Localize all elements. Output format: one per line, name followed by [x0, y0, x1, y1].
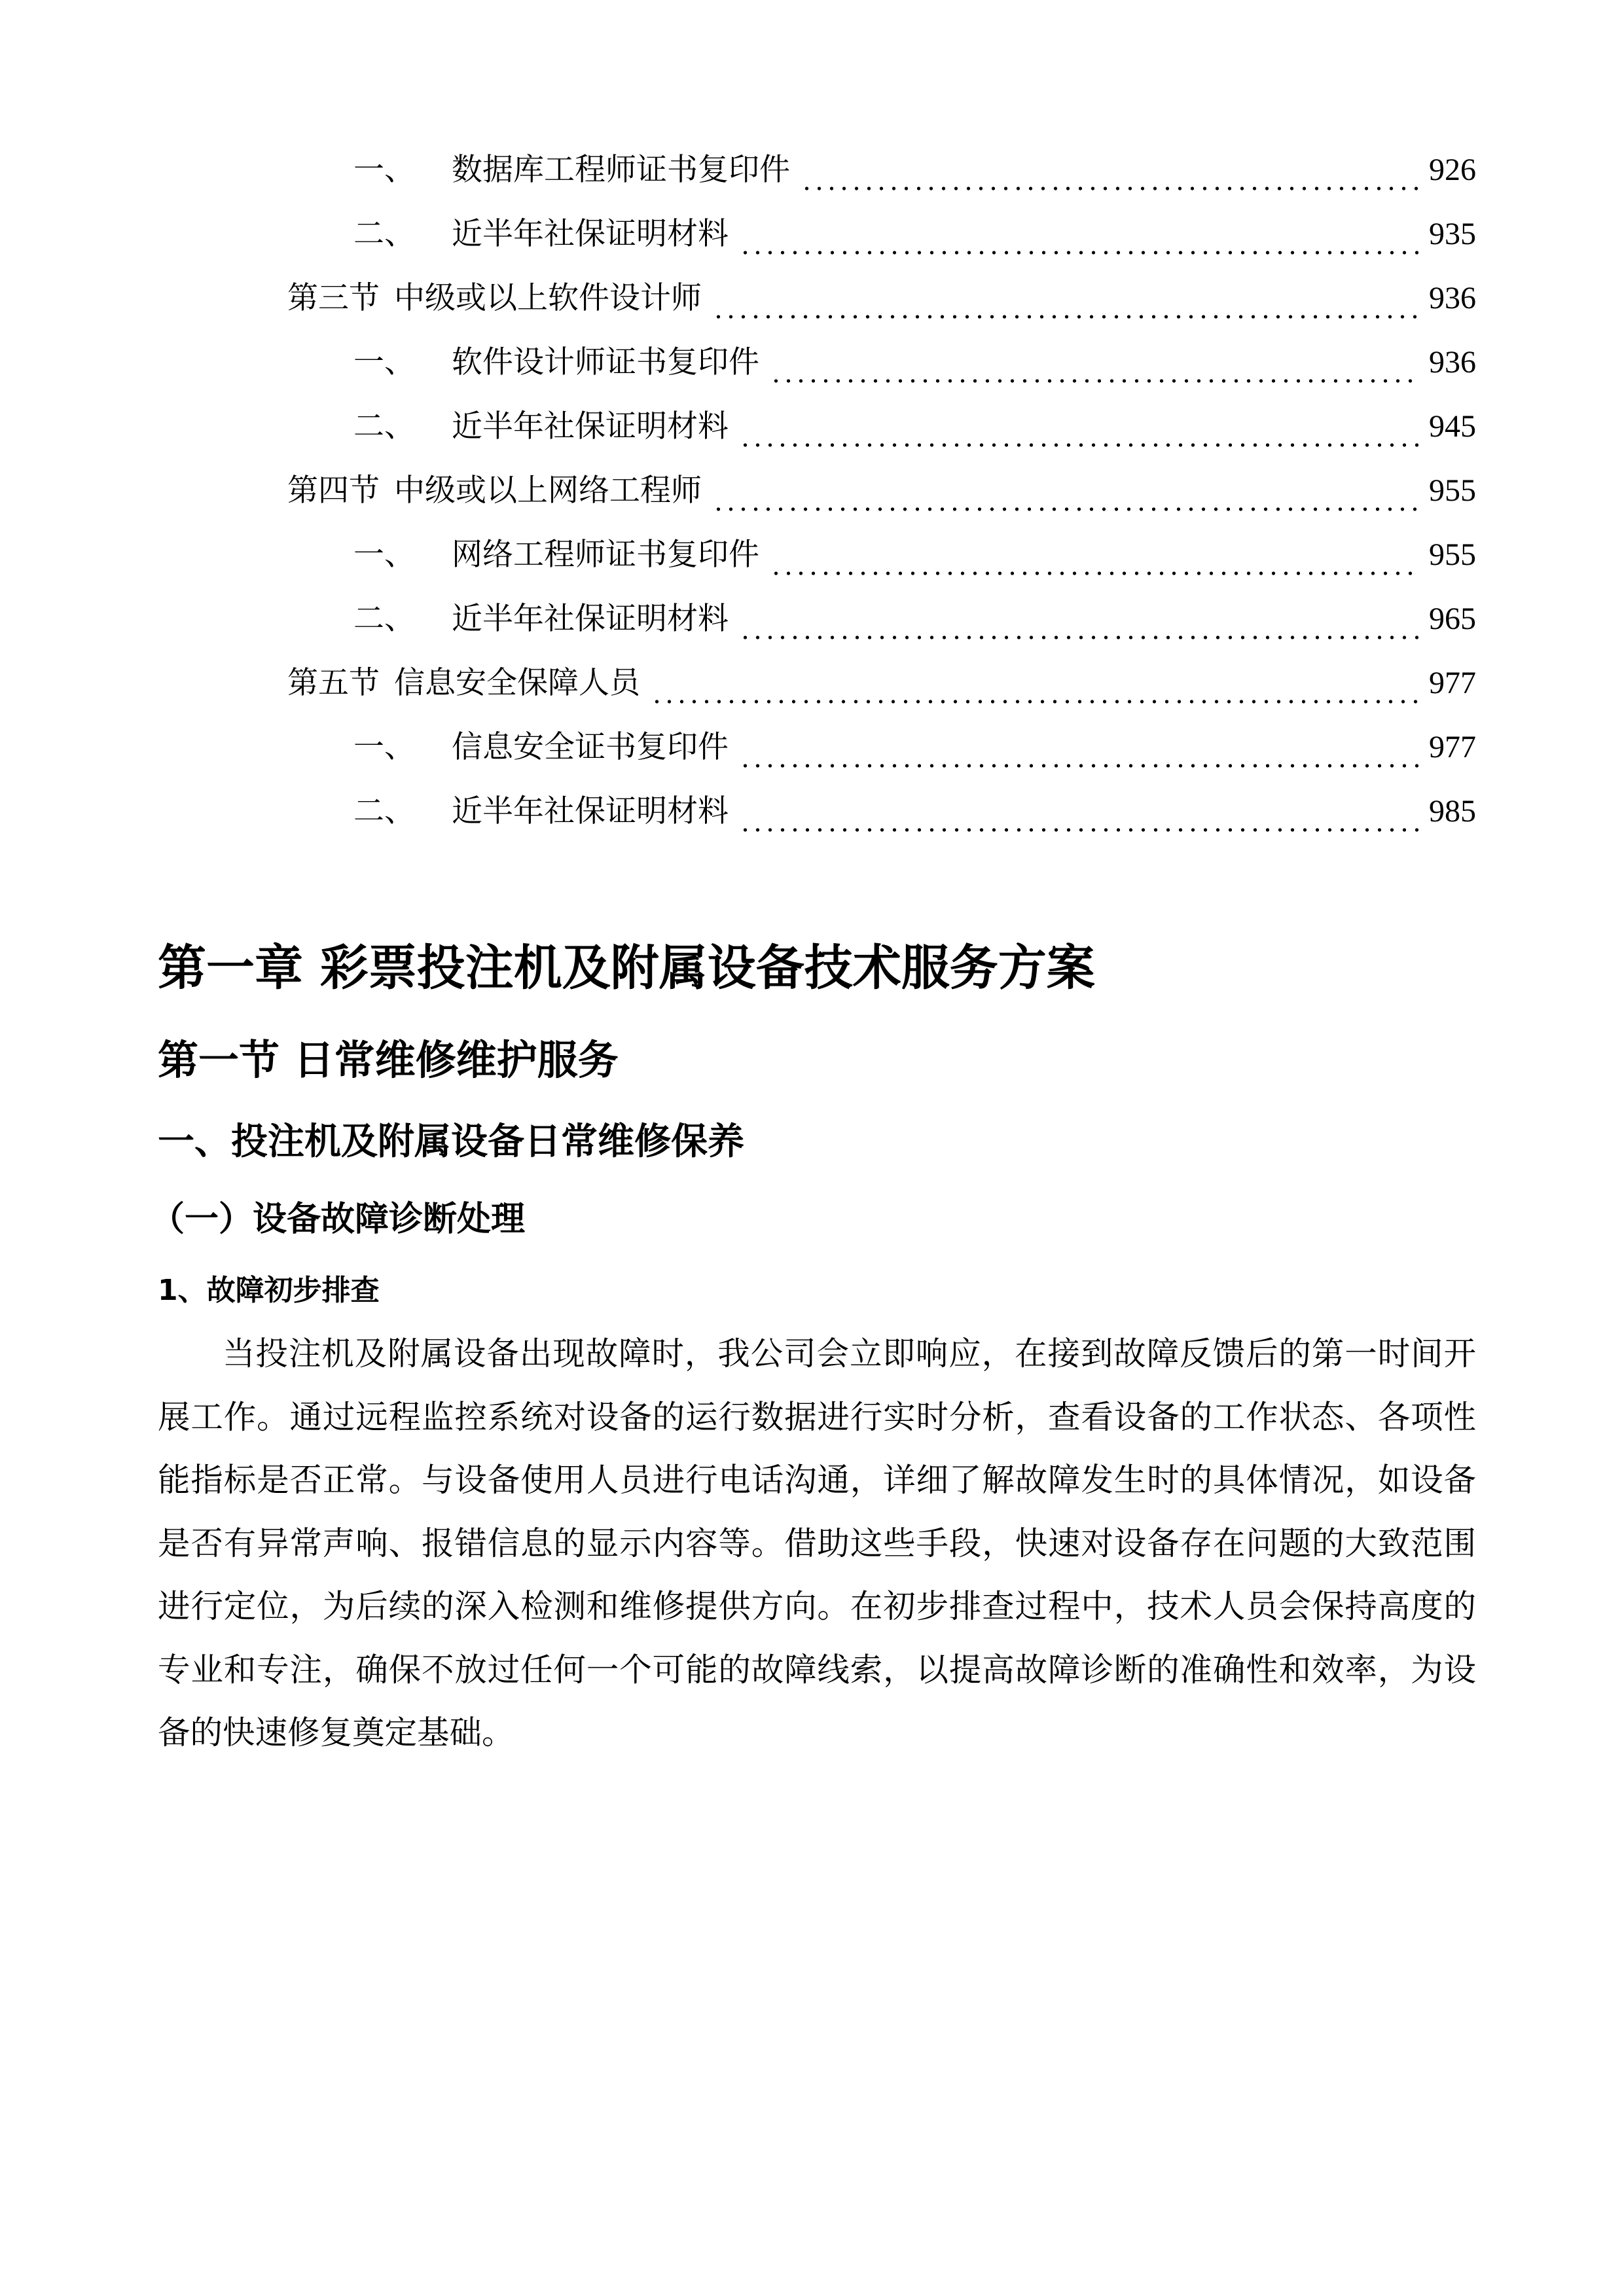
toc-entry-number: 二、 — [353, 601, 415, 637]
toc-entry-page: 926 — [1429, 152, 1476, 187]
toc-entry-number: 第三节 — [287, 280, 380, 316]
toc-entry-title: 中级或以上软件设计师 — [394, 280, 702, 316]
toc-entry[interactable] — [353, 530, 1476, 594]
toc-entry[interactable] — [353, 209, 1476, 274]
toc-entry-title: 数据库工程师证书复印件 — [452, 152, 790, 188]
subsection-heading: 一、投注机及附属设备日常维修保养 — [158, 1121, 744, 1163]
toc-entry-number: 二、 — [353, 216, 415, 252]
toc-entry-page: 977 — [1429, 666, 1476, 700]
toc-entry-title: 信息安全证书复印件 — [452, 729, 729, 765]
toc-entry-title: 近半年社保证明材料 — [452, 793, 729, 829]
toc-entry-number: 一、 — [353, 729, 415, 765]
toc-entry[interactable] — [287, 466, 1476, 530]
toc-leader — [712, 315, 1418, 319]
toc-leader — [651, 700, 1418, 704]
toc-entry[interactable] — [353, 723, 1476, 787]
toc-entry-page: 936 — [1429, 345, 1476, 380]
toc-entry[interactable] — [353, 402, 1476, 466]
toc-entry-number: 第五节 — [287, 665, 380, 701]
toc-entry[interactable] — [287, 658, 1476, 723]
toc-entry-number: 一、 — [353, 344, 415, 380]
toc-entry[interactable] — [353, 787, 1476, 851]
toc-entry-title: 网络工程师证书复印件 — [452, 537, 759, 573]
item-heading: （一）设备故障诊断处理 — [151, 1200, 526, 1239]
toc-leader — [770, 379, 1418, 383]
toc-entry-title: 近半年社保证明材料 — [452, 601, 729, 637]
body-paragraph: 当投注机及附属设备出现故障时，我公司会立即响应，在接到故障反馈后的第一时间开展工作。通过远程监控系统对设备的运行数据进行实时分析，查看设备的工作状态、各项性能指标是否正常。与设备使用人员进行电话沟通，详细了解故障发生时的具体情况，如设备是否有异常声响、报错信息的显示内容等。借助这些手段，快速对设备存在问题的大致范围进行定位，为后续的深入检测和维修提供方向。在初步排查过程中，技术人员会保持高度的专业和专注，确保不放过任何一个可能的故障线索，以提高故障诊断的准确性和效率，为设备的快速修复奠定基础。 — [158, 1335, 1476, 1751]
toc-leader — [739, 443, 1418, 447]
toc-entry-page: 955 — [1429, 473, 1476, 508]
toc-entry-page: 965 — [1429, 601, 1476, 636]
section-heading: 第一节 日常维修维护服务 — [158, 1036, 619, 1084]
toc-leader — [801, 187, 1418, 190]
toc-leader — [739, 636, 1418, 639]
toc-leader — [739, 828, 1418, 832]
toc-entry-title: 软件设计师证书复印件 — [452, 344, 759, 380]
toc-entry-page: 936 — [1429, 281, 1476, 315]
toc-entry-title: 中级或以上网络工程师 — [394, 473, 702, 509]
toc-entry-title: 信息安全保障人员 — [394, 665, 640, 701]
chapter-heading: 第一章 彩票投注机及附属设备技术服务方案 — [158, 940, 1095, 996]
toc-entry[interactable] — [353, 594, 1476, 658]
toc-entry-page: 945 — [1429, 409, 1476, 444]
toc-entry[interactable] — [353, 145, 1476, 209]
toc-entry-number: 一、 — [353, 537, 415, 573]
toc-entry[interactable] — [353, 338, 1476, 402]
toc-entry-page: 977 — [1429, 730, 1476, 764]
toc-entry-title: 近半年社保证明材料 — [452, 408, 729, 444]
toc-entry-title: 近半年社保证明材料 — [452, 216, 729, 252]
toc-entry-number: 二、 — [353, 408, 415, 444]
subitem-heading: 1、故障初步排查 — [158, 1274, 380, 1307]
toc-entry-number: 第四节 — [287, 473, 380, 509]
toc-entry-page: 935 — [1429, 217, 1476, 251]
toc-leader — [770, 571, 1418, 575]
toc-entry[interactable] — [287, 274, 1476, 338]
toc-entry-number: 一、 — [353, 152, 415, 188]
toc-entry-page: 985 — [1429, 794, 1476, 829]
toc-leader — [712, 507, 1418, 511]
toc-entry-number: 二、 — [353, 793, 415, 829]
toc-leader — [739, 251, 1418, 255]
toc-leader — [739, 764, 1418, 768]
toc-entry-page: 955 — [1429, 537, 1476, 572]
